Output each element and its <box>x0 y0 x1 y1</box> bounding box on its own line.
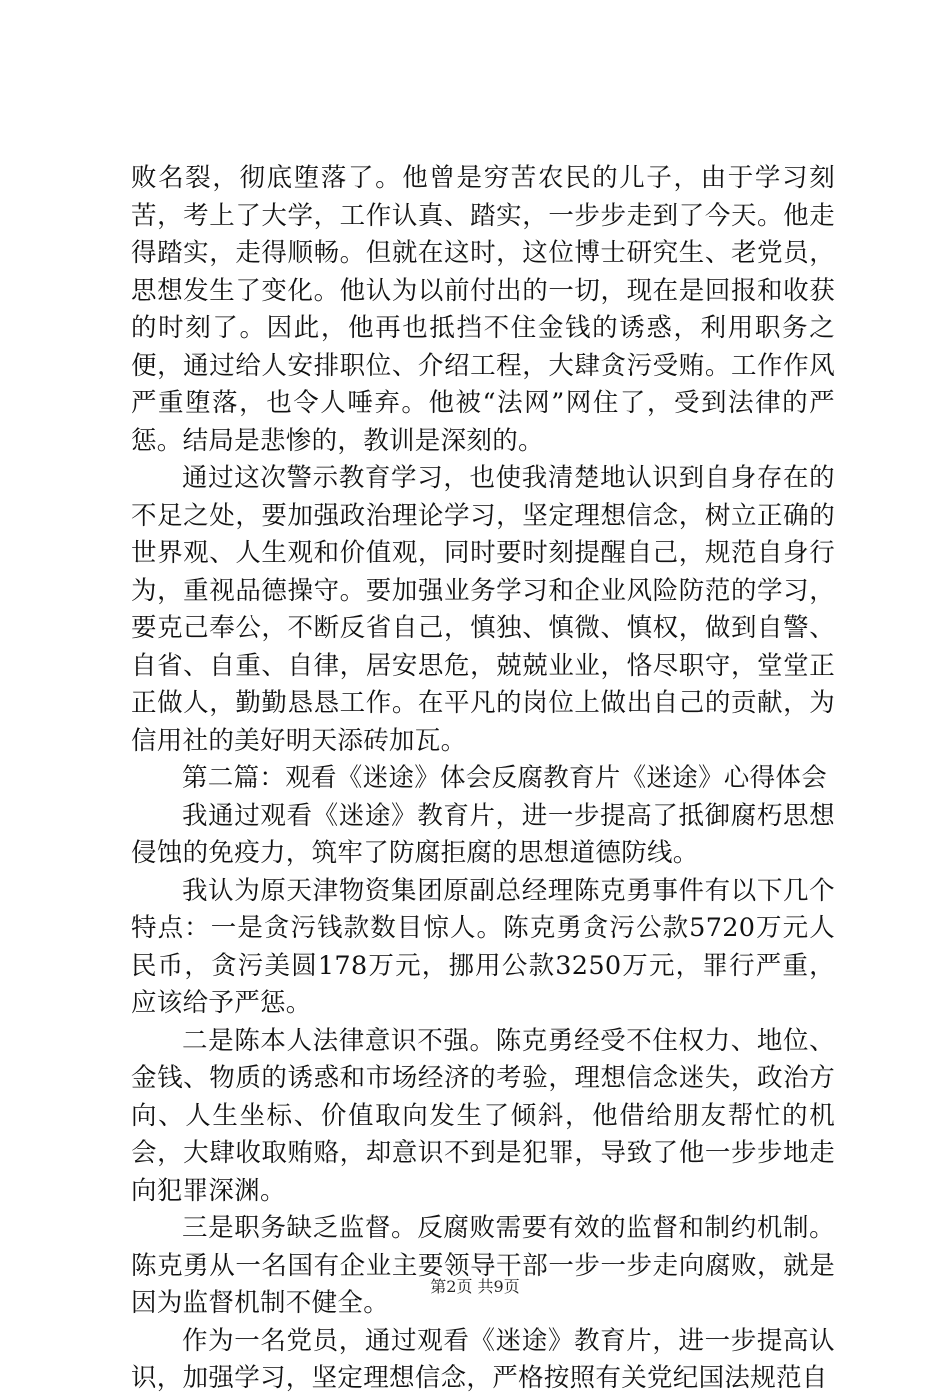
paragraph: 我认为原天津物资集团原副总经理陈克勇事件有以下几个特点：一是贪污钱款数目惊人。陈克勇贪污公款5720万元人民币，贪污美圆178万元，挪用公款3250万元，罪行严重，应该给予严惩。 <box>131 875 835 1018</box>
paragraph: 我通过观看《迷途》教育片，进一步提高了抵御腐朽思想侵蚀的免疫力，筑牢了防腐拒腐的思想道德防线。 <box>131 800 835 868</box>
paragraph: 通过这次警示教育学习，也使我清楚地认识到自身存在的不足之处，要加强政治理论学习，坚定理想信念，树立正确的世界观、人生观和价值观，同时要时刻提醒自己，规范自身行为，重视品德操守。要加强业务学习和企业风险防范的学习，要克己奉公，不断反省自己，慎独、慎微、慎权，做到自警、自省、自重、自律，居安思危，兢兢业业，恪尽职守，堂堂正正做人，勤勤恳恳工作。在平凡的岗位上做出自己的贡献，为信用社的美好明天添砖加瓦。 <box>131 463 835 756</box>
document-body <box>131 160 835 1398</box>
paragraph: 败名裂，彻底堕落了。他曾是穷苦农民的儿子，由于学习刻苦，考上了大学，工作认真、踏实，一步步走到了今天。他走得踏实，走得顺畅。但就在这时，这位博士研究生、老党员，思想发生了变化。他认为以前付出的一切，现在是回报和收获的时刻了。因此，他再也抵挡不住金钱的诱惑，利用职务之便，通过给人安排职位、介绍工程，大肆贪污受贿。工作作风严重堕落，也令人唾弃。他被“法网”网住了，受到法律的严惩。结局是悲惨的，教训是深刻的。 <box>131 163 835 456</box>
section-heading: 第二篇：观看《迷途》体会反腐教育片《迷途》心得体会 <box>182 763 828 793</box>
paragraph: 三是职务缺乏监督。反腐败需要有效的监督和制约机制。陈克勇从一名国有企业主要领导干部一步一步走向腐败，就是因为监督机制不健全。 <box>131 1213 835 1318</box>
paragraph: 作为一名党员，通过观看《迷途》教育片，进一步提高认识，加强学习，坚定理想信念，严格按照有关党纪国法规范自 <box>131 1325 835 1393</box>
paragraph: 二是陈本人法律意识不强。陈克勇经受不住权力、地位、金钱、物质的诱惑和市场经济的考验，理想信念迷失，政治方向、人生坐标、价值取向发生了倾斜，他借给朋友帮忙的机会，大肆收取贿赂，却意识不到是犯罪，导致了他一步步地走向犯罪深渊。 <box>131 1025 835 1206</box>
page-number: 第2页 共9页 <box>430 1277 520 1296</box>
